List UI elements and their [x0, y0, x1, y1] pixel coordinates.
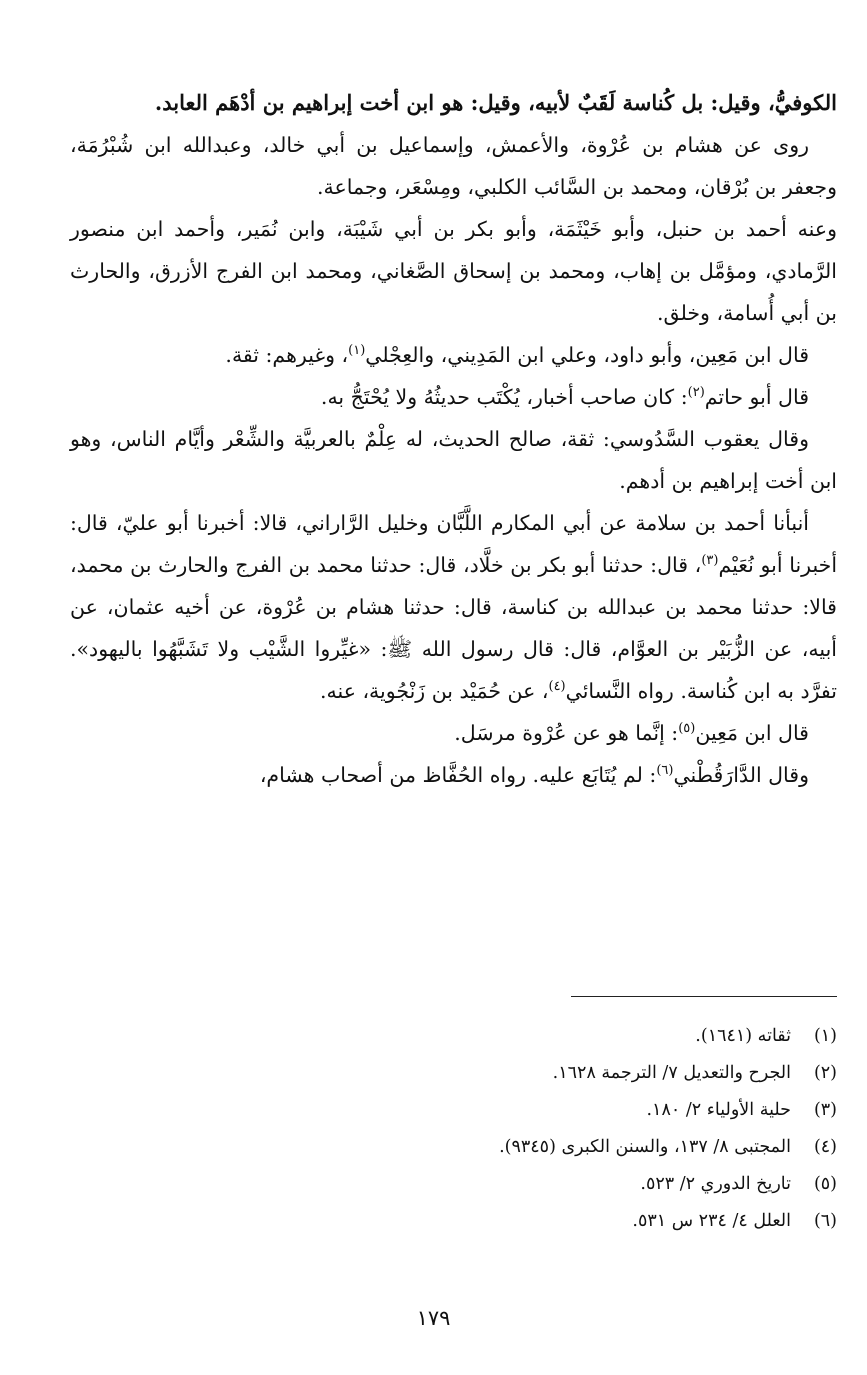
paragraph-text: ، عن حُمَيْد بن زَنْجُوية، عنه. — [320, 679, 549, 703]
paragraph — [70, 124, 837, 208]
footnote — [70, 1166, 837, 1203]
paragraph — [70, 418, 837, 502]
footnote-number: (٢) — [813, 1063, 837, 1083]
footnote — [70, 1203, 837, 1240]
paragraph — [70, 82, 837, 124]
paragraph-text: روى عن هشام بن عُرْوة، والأعمش، وإسماعيل بن أبي خالد، وعبدالله ابن شُبْرُمَة، وجعفر بن بُرْقان، ومحمد بن السَّائب الكلبي، ومِسْعَر، وجماعة. — [70, 133, 837, 199]
footnote-number: (٤) — [813, 1137, 837, 1157]
paragraph-text: أنبأنا أحمد بن سلامة عن أبي المكارم اللَّبَّان وخليل الرَّاراني، قالا: أخبرنا أبو عليّ، قال: أخبرنا أبو نُعَيْم — [70, 511, 838, 577]
footnote-number: (٦) — [813, 1211, 837, 1231]
footnote-divider — [571, 996, 837, 997]
footnote-reference: (٣) — [701, 553, 719, 569]
footnote-text: حلية الأولياء ٢/ ١٨٠. — [646, 1100, 791, 1120]
footnote-text: تاريخ الدوري ٢/ ٥٢٣. — [640, 1174, 791, 1194]
paragraph — [70, 334, 837, 376]
paragraph-text: وقال يعقوب السَّدُوسي: ثقة، صالح الحديث، له عِلْمٌ بالعربيَّة والشِّعْر وأيَّام الناس، وهو ابن أخت إبراهيم بن أدهم. — [70, 427, 837, 493]
footnote-number: (٥) — [813, 1174, 837, 1194]
footnote — [70, 1092, 837, 1129]
footnote — [70, 1055, 837, 1092]
paragraph — [70, 754, 837, 796]
page-number: ١٧٩ — [416, 1306, 451, 1330]
footnote-text: العلل ٤/ ٢٣٤ س ٥٣١. — [632, 1211, 791, 1231]
paragraph-text: : إنَّما هو عن عُرْوة مرسَل. — [454, 721, 679, 745]
footnote-text: المجتبى ٨/ ١٣٧، والسنن الكبرى (٩٣٤٥). — [499, 1137, 791, 1157]
main-text — [70, 82, 837, 796]
paragraph-text: ، قال: حدثنا أبو بكر بن خلَّاد، قال: حدثنا محمد بن الفرج والحارث بن محمد، قالا: حدثنا محمد بن عبدالله بن كناسة، قال: حدثنا هشام بن عُرْوة، عن أخيه عثمان، عن أبيه، عن الزُّبَيْر بن العوَّام، قال: قال رسول الله ﷺ: «غيِّروا الشَّيْب ولا تَشَبَّهُوا باليهود». تفرَّد به ابن كُناسة. رواه النَّسائي — [70, 553, 837, 703]
paragraph-text: قال ابن مَعِين — [695, 721, 809, 745]
footnote-number: (٣) — [813, 1100, 837, 1120]
paragraph-text: : كان صاحب أخبار، يُكْتَب حديثُهُ ولا يُحْتَجُّ به. — [320, 385, 688, 409]
paragraph-text: قال أبو حاتم — [704, 385, 809, 409]
footnote — [70, 1129, 837, 1166]
footnote-reference: (٤) — [548, 679, 566, 695]
paragraph — [70, 208, 837, 334]
footnote-text: ثقاته (١٦٤١). — [695, 1026, 791, 1046]
paragraph — [70, 712, 837, 754]
footnote — [70, 1018, 837, 1055]
paragraph-text: قال ابن مَعِين، وأبو داود، وعلي ابن المَدِيني، والعِجْلي — [365, 343, 809, 367]
paragraph-text: وقال الدَّارَقُطْني — [673, 763, 809, 787]
paragraph-text: وعنه أحمد بن حنبل، وأبو خَيْثَمَة، وأبو بكر بن أبي شَيْبَة، وابن نُمَير، وأحمد ابن منصور الرَّمادي، ومؤمَّل بن إهاب، ومحمد بن إسحاق الصَّغاني، ومحمد ابن الفرج الأزرق، والحارث بن أبي أُسامة، وخلق. — [70, 217, 837, 325]
paragraph-text: الكوفيُّ، وقيل: بل كُناسة لَقَبٌ لأبيه، وقيل: هو ابن أخت إبراهيم بن أدْهَم العابد. — [154, 90, 837, 115]
footnote-reference: (٦) — [656, 763, 674, 779]
footnote-text: الجرح والتعديل ٧/ الترجمة ١٦٢٨. — [552, 1063, 791, 1083]
paragraph — [70, 502, 837, 712]
footnote-reference: (٢) — [687, 385, 705, 401]
footnotes — [70, 1018, 837, 1240]
paragraph-text: ، وغيرهم: ثقة. — [225, 343, 349, 367]
footnote-number: (١) — [813, 1026, 837, 1046]
paragraph — [70, 376, 837, 418]
paragraph-text: : لم يُتَابَع عليه. رواه الحُفَّاظ من أصحاب هشام، — [259, 763, 657, 787]
footnote-reference: (١) — [348, 343, 366, 359]
footnote-reference: (٥) — [678, 721, 696, 737]
